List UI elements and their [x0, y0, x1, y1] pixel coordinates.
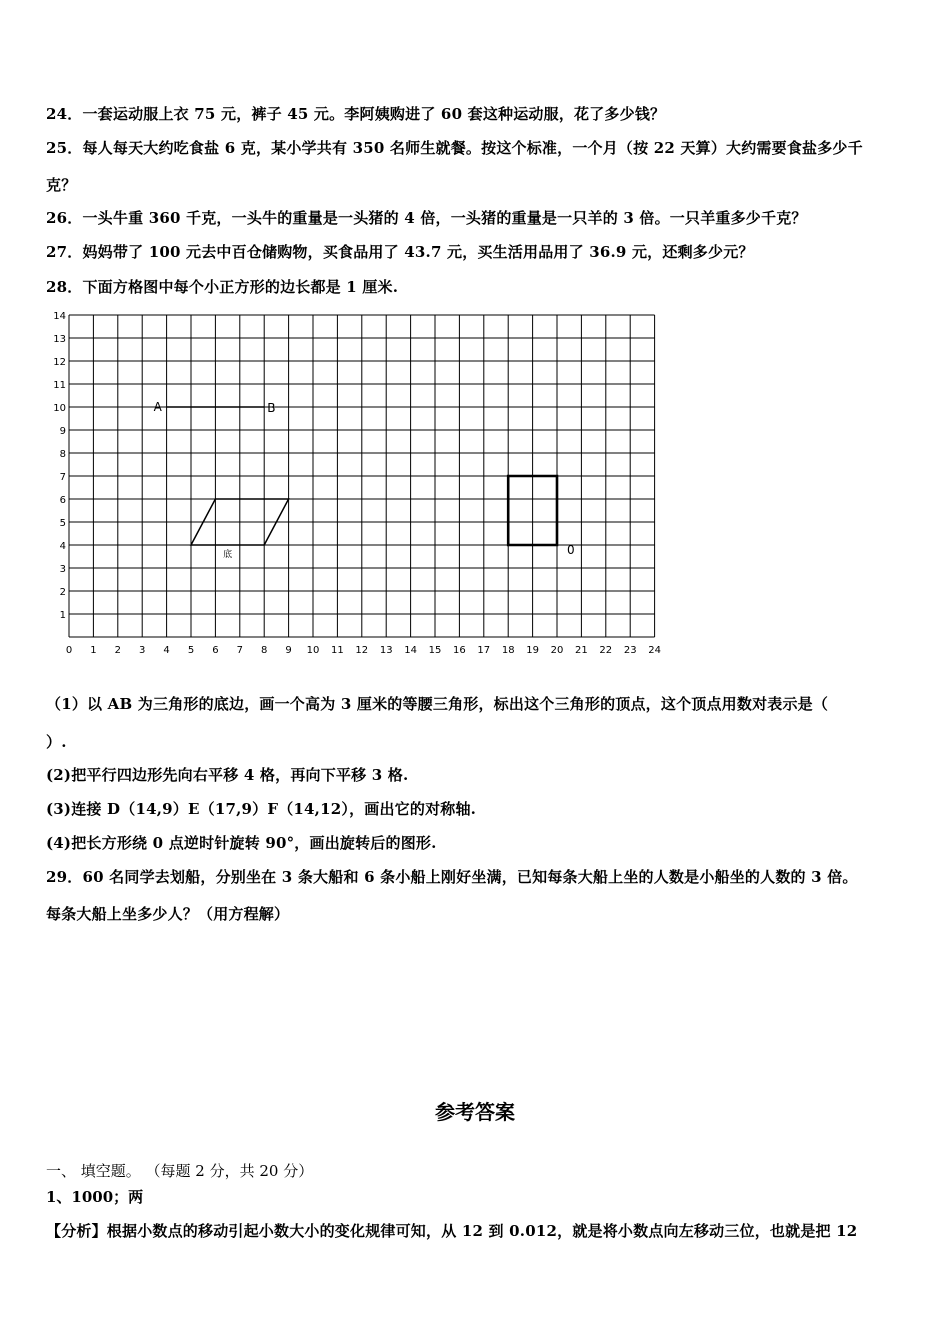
label-base: 底 — [223, 550, 233, 560]
x-tick-label: 10 — [306, 645, 320, 656]
x-tick-label: 20 — [550, 645, 564, 656]
x-tick-label: 18 — [501, 645, 515, 656]
question-29-cont: 每条大船上坐多少人？（用方程解） — [46, 905, 290, 923]
y-tick-label: 13 — [53, 334, 66, 345]
x-tick-label: 2 — [114, 645, 121, 656]
y-tick-label: 14 — [53, 311, 66, 322]
question-28-part-4: (4)把长方形绕 0 点逆时针旋转 90°，画出旋转后的图形. — [46, 834, 437, 852]
y-tick-label: 11 — [53, 380, 66, 391]
y-tick-label: 12 — [53, 357, 66, 368]
y-tick-label: 1 — [59, 610, 66, 621]
question-28-part-1-cont: ）. — [46, 733, 67, 751]
x-tick-label: 11 — [331, 645, 344, 656]
question-25: 25．每人每天大约吃食盐 6 克，某小学共有 350 名师生就餐。按这个标准，一个月（按 22 天算）大约需要食盐多少千 — [46, 139, 863, 157]
x-tick-label: 19 — [526, 645, 539, 656]
x-tick-label: 0 — [65, 645, 73, 656]
x-tick-label: 6 — [212, 645, 219, 656]
x-tick-label: 14 — [404, 645, 417, 656]
label-o: 0 — [567, 543, 575, 557]
x-tick-label: 1 — [90, 645, 97, 656]
x-tick-label: 5 — [187, 645, 195, 656]
x-tick-label: 16 — [453, 645, 466, 656]
y-tick-label: 8 — [59, 449, 66, 460]
x-tick-label: 17 — [477, 645, 491, 656]
x-tick-label: 13 — [379, 645, 393, 656]
question-25-cont: 克？ — [46, 176, 77, 194]
x-tick-label: 21 — [575, 645, 588, 656]
question-28-part-3: (3)连接 D（14,9）E（17,9）F（14,12），画出它的对称轴. — [46, 800, 477, 818]
y-tick-label: 2 — [59, 587, 66, 598]
question-28-part-1: （1）以 AB 为三角形的底边，画一个高为 3 厘米的等腰三角形，标出这个三角形的顶点，这个顶点用数对表示是（ — [46, 695, 829, 713]
question-28: 28．下面方格图中每个小正方形的边长都是 1 厘米. — [46, 278, 399, 296]
x-tick-label: 23 — [623, 645, 637, 656]
x-tick-label: 7 — [236, 645, 243, 656]
section-heading: 一、 填空题。 （每题 2 分，共 20 分） — [46, 1162, 314, 1180]
answer-analysis: 【分析】根据小数点的移动引起小数大小的变化规律可知，从 12 到 0.012，就是将小数点向左移动三位，也就是把 12 — [46, 1222, 858, 1240]
x-tick-label: 8 — [261, 645, 268, 656]
x-tick-label: 24 — [648, 645, 661, 656]
x-tick-label: 3 — [139, 645, 146, 656]
y-tick-label: 7 — [59, 472, 66, 483]
y-tick-label: 5 — [59, 518, 66, 529]
x-tick-label: 4 — [163, 645, 170, 656]
y-tick-label: 6 — [59, 495, 66, 506]
y-tick-label: 10 — [53, 403, 66, 414]
question-28-part-2: (2)把平行四边形先向右平移 4 格，再向下平移 3 格. — [46, 766, 409, 784]
answers-title: 参考答案 — [435, 1100, 515, 1124]
coordinate-grid — [40, 308, 670, 658]
x-tick-label: 22 — [599, 645, 613, 656]
label-a: A — [153, 400, 162, 414]
question-24: 24．一套运动服上衣 75 元，裤子 45 元。李阿姨购进了 60 套这种运动服，花了多少钱？ — [46, 105, 666, 123]
y-tick-label: 4 — [59, 541, 66, 552]
y-tick-label: 9 — [59, 426, 66, 437]
x-tick-label: 12 — [355, 645, 369, 656]
question-26: 26．一头牛重 360 千克，一头牛的重量是一头猪的 4 倍，一头猪的重量是一只羊的 3 倍。一只羊重多少千克？ — [46, 209, 807, 227]
question-27: 27．妈妈带了 100 元去中百仓储购物，买食品用了 43.7 元，买生活用品用了 36.9 元，还剩多少元？ — [46, 243, 754, 261]
x-tick-label: 15 — [428, 645, 442, 656]
x-tick-label: 9 — [285, 645, 292, 656]
label-b: B — [267, 401, 276, 415]
answer-1: 1、1000；两 — [46, 1188, 144, 1206]
question-29: 29．60 名同学去划船，分别坐在 3 条大船和 6 条小船上刚好坐满，已知每条大船上坐的人数是小船坐的人数的 3 倍。 — [46, 868, 858, 886]
y-tick-label: 3 — [59, 564, 66, 575]
